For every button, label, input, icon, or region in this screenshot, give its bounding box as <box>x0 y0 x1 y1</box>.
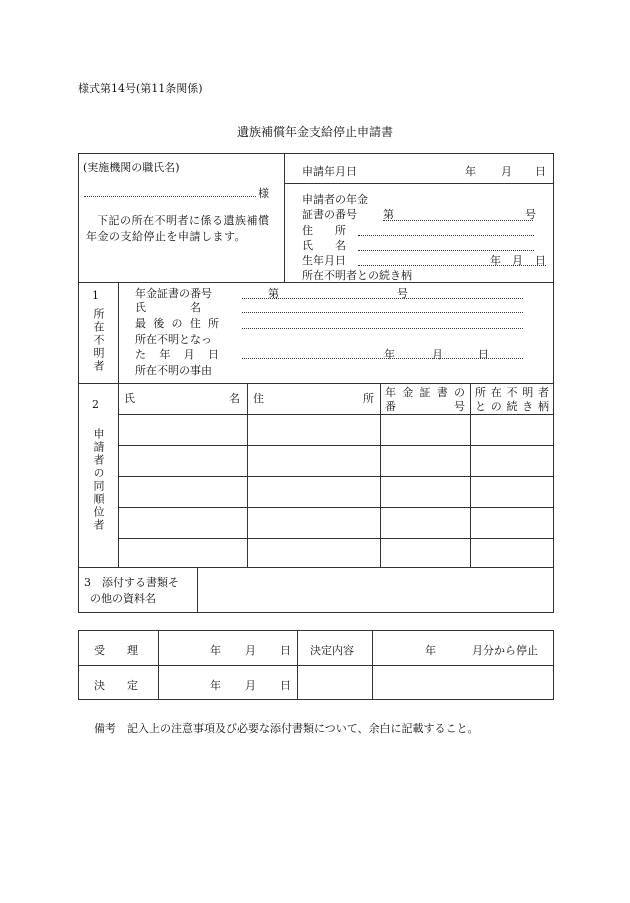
section2-header: 申請者の同順位者 <box>92 428 105 532</box>
section1-reason-label: 所在不明の事由 <box>135 364 212 377</box>
section1-number: 1 <box>92 289 99 302</box>
applicant-name-label: 氏 名 <box>302 239 346 252</box>
receipt-label: 受 理 <box>94 644 138 657</box>
section2-number: 2 <box>92 398 99 411</box>
col-relation-header-2: との続き柄 <box>475 400 549 413</box>
decision-content-label: 決定内容 <box>310 644 354 657</box>
decision-label: 決 定 <box>94 679 138 692</box>
applicant-relation-label: 所在不明者との続き柄 <box>302 269 412 282</box>
applicant-address-label: 住 所 <box>302 224 346 237</box>
applicant-birth-label: 生年月日 <box>302 254 346 267</box>
stop-month-text: 月分から停止 <box>472 644 538 657</box>
section1-missing-date-label-2: た年月日 <box>135 348 219 361</box>
col-name-header: 氏 名 <box>124 392 240 405</box>
application-date-label: 申請年月日 <box>302 165 357 178</box>
request-text: 下記の所在不明者に係る遺族補償年金の支給停止を申請します。 <box>86 214 270 243</box>
applicant-pension-label-1: 申請者の年金 <box>302 193 368 206</box>
section1-last-address-label: 最後の住所 <box>135 317 219 330</box>
section1-pension-label: 年金証書の番号 <box>135 287 212 300</box>
col-address-header: 住 所 <box>253 392 374 405</box>
section1-name-label: 氏 名 <box>135 301 201 314</box>
form-number: 様式第14号(第11条関係) <box>78 82 203 95</box>
page-title: 遺族補償年金支給停止申請書 <box>236 125 393 139</box>
col-relation-header-1: 所在不明者 <box>475 386 549 399</box>
section3-label-2: の他の資料名 <box>90 592 156 605</box>
section1-header: 所在不明者 <box>92 308 105 373</box>
section3-label-1: 3 添付する書類そ <box>84 576 179 589</box>
col-pension-header-1: 年金証書の <box>385 386 465 399</box>
col-pension-header-2: 番 号 <box>385 400 465 413</box>
org-label: (実施機関の職氏名) <box>83 161 180 174</box>
section1-missing-date-label-1: 所在不明となっ <box>135 333 212 346</box>
applicant-pension-label-2: 証書の番号 <box>302 208 357 221</box>
footnote: 備考 記入上の注意事項及び必要な添付書類について、余白に記載すること。 <box>94 722 479 735</box>
honorific: 様 <box>258 187 269 200</box>
